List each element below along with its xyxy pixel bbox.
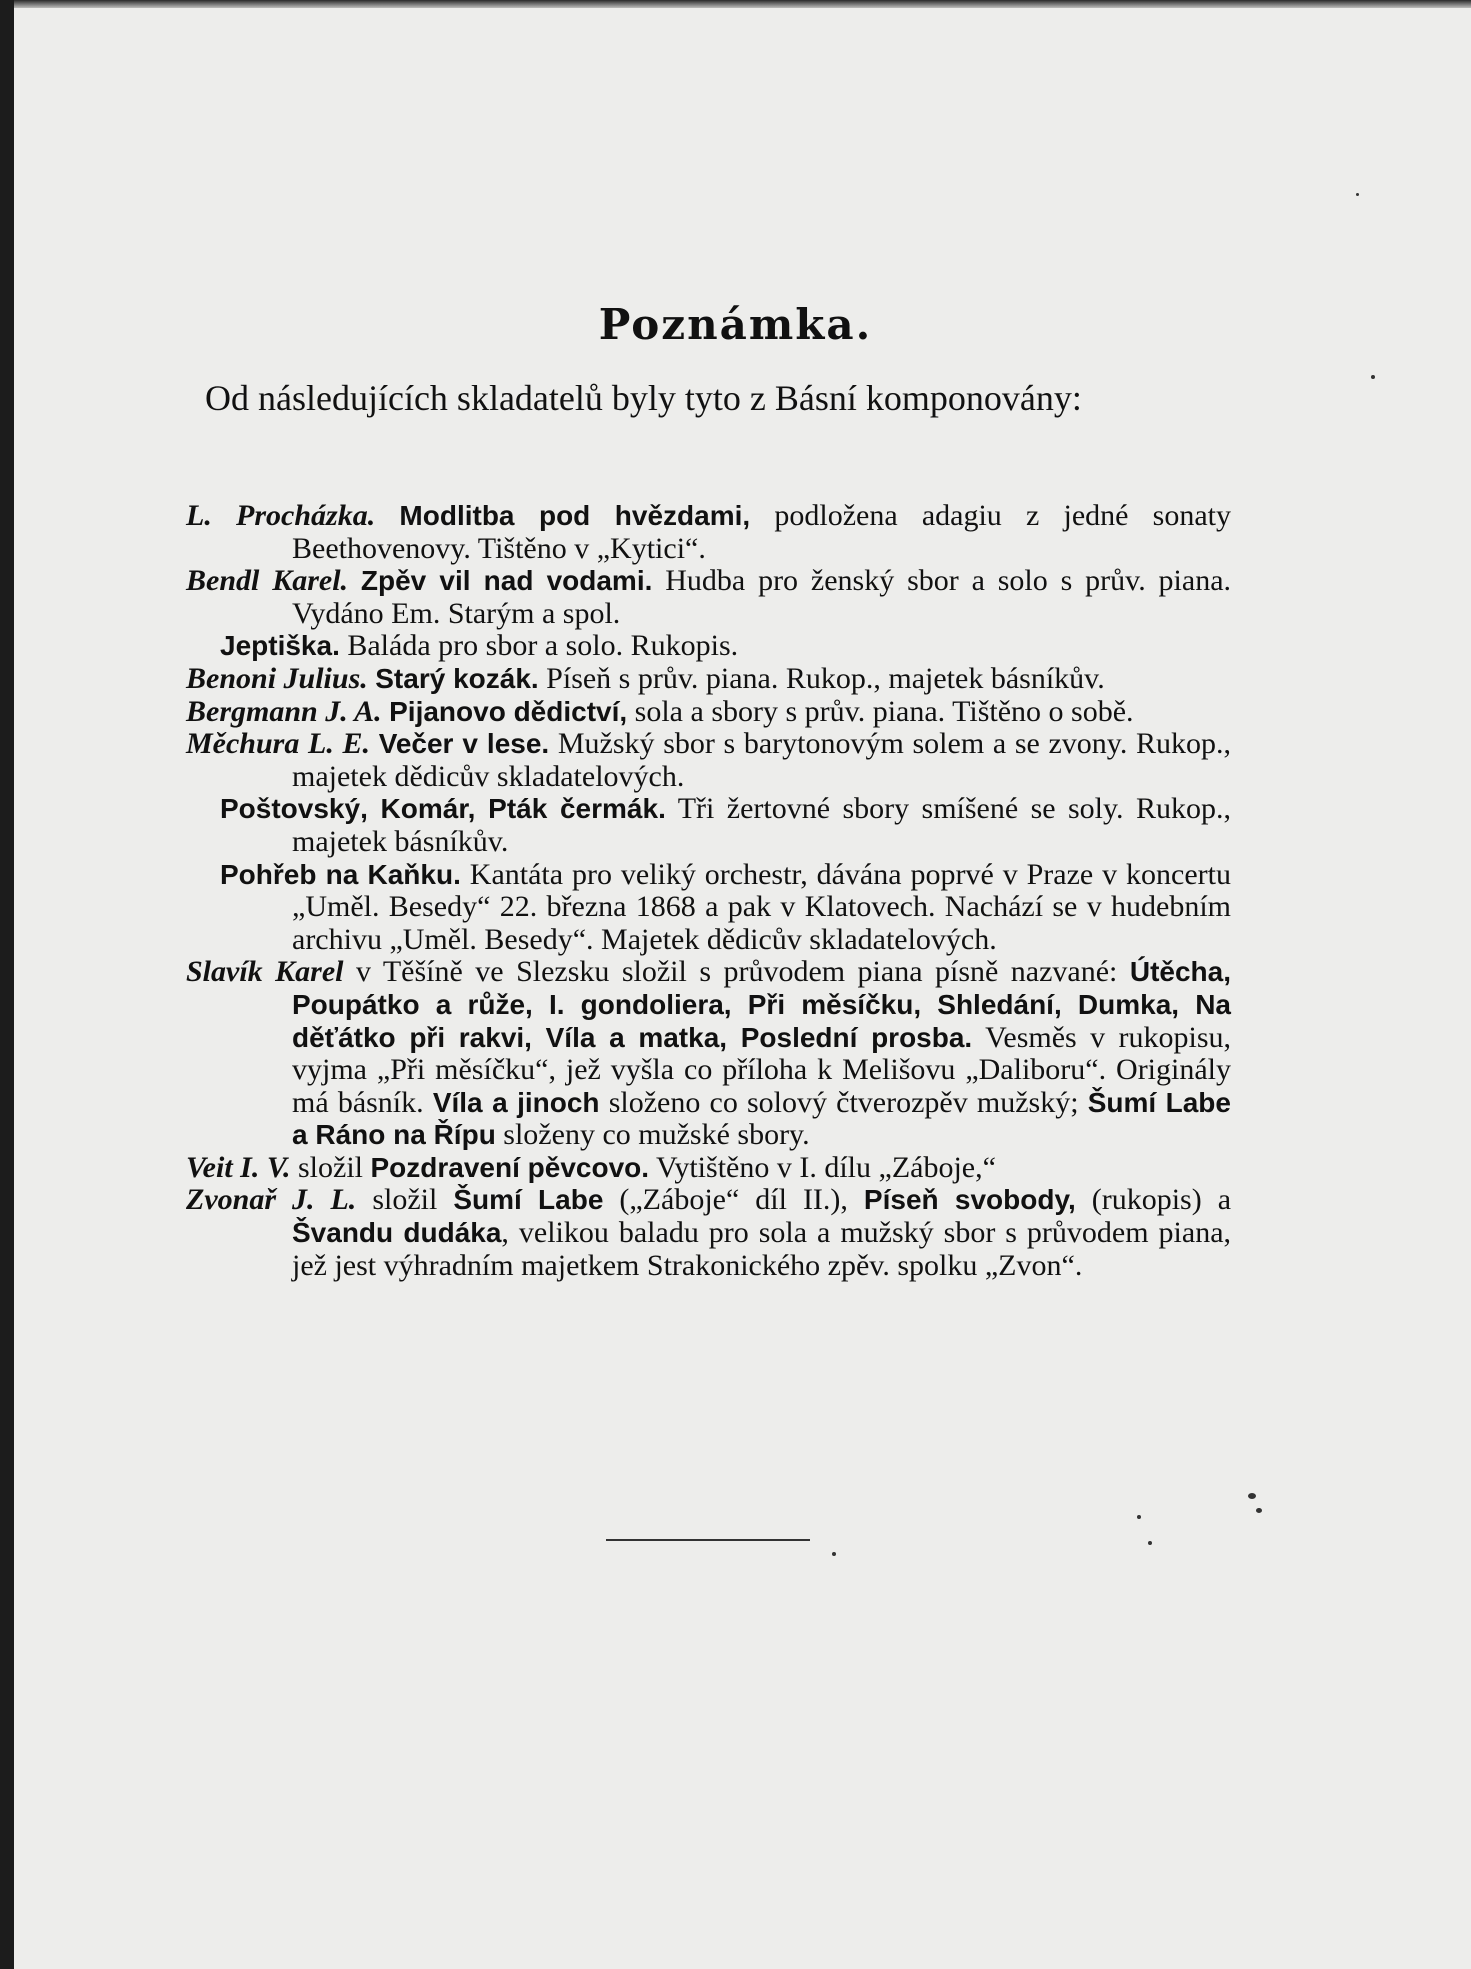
entry-text: Píseň s prův. piana. Rukop., majetek básníkův. <box>546 661 1105 695</box>
entry-text: („Záboje“ díl II.), <box>603 1183 864 1217</box>
entry-work: Modlitba pod hvězdami, <box>399 500 751 531</box>
entry-work: Šumí Labe <box>453 1184 604 1216</box>
entry-work: Pijanovo dědictví, <box>389 695 628 727</box>
list-item <box>186 793 1231 858</box>
entry-work: Pozdravení pěvcovo. <box>370 1151 650 1183</box>
entry-work: Píseň svobody, <box>863 1184 1076 1216</box>
list-item <box>186 663 1231 696</box>
entry-text: (rukopis) a <box>1075 1183 1232 1217</box>
entry-text: , velikou baladu pro sola a mužský sbor s průvodem piana, jež jest výhradním majetkem Strakonického zpěv. spolku „Zvon“. <box>292 1216 1232 1282</box>
list-item <box>186 728 1231 793</box>
entry-body <box>292 1183 1231 1281</box>
entry-text: Vesměs v rukopisu, vyjma „Při měsíčku“, jež vyšla co příloha k Melišovu „Daliboru“. Originály má básník. <box>292 1020 1231 1119</box>
entry-author: Měchura L. E. <box>186 727 371 761</box>
entry-author: Bergmann J. A. <box>186 694 382 728</box>
entry-text: Baláda pro sbor a solo. Rukopis. <box>347 629 739 663</box>
entry-author: Zvonař J. L. <box>186 1183 357 1217</box>
entry-author: L. Procházka. <box>186 499 376 532</box>
list-item <box>186 696 1231 729</box>
list-item <box>186 859 1231 957</box>
entry-work: Útěcha, Poupátko a růže, I. gondoliera, Při měsíčku, Shledání, Dumka, Na děťátko při rakvi, Víla a matka, Poslední prosba. <box>292 956 1231 1053</box>
list-item <box>186 500 1231 565</box>
entry-text: složil <box>372 1183 454 1217</box>
entry-text: Tři žertovné sbory smíšené se soly. Rukop., majetek básníkův. <box>292 792 1231 858</box>
entry-work: Poštovský, Komár, Pták čermák. <box>220 793 666 825</box>
list-item <box>186 1152 1231 1185</box>
entry-author: Veit I. V. <box>186 1150 291 1184</box>
entries-list <box>186 500 1231 1282</box>
entry-text: Mužský sbor s barytonovým solem a se zvony. Rukop., majetek dědicův skladatelových. <box>292 727 1232 793</box>
entry-work: Zpěv vil nad vodami. <box>360 565 653 597</box>
entry-body <box>292 955 1231 1151</box>
entry-text: složeny co mužské sbory. <box>495 1118 810 1152</box>
scan-left-edge <box>0 0 14 1969</box>
entry-text: sola a sbory s prův. piana. Tištěno o sobě. <box>634 694 1134 728</box>
entry-text: Hudba pro ženský sbor a solo s prův. piana. Vydáno Em. Starým a spol. <box>292 564 1232 630</box>
list-item <box>186 630 1231 663</box>
entry-work: Pohřeb na Kaňku. <box>220 858 461 890</box>
entry-work: Šumí Labe a Ráno na Řípu <box>292 1086 1231 1151</box>
entry-author: Slavík Karel <box>186 955 344 989</box>
list-item <box>186 956 1231 1152</box>
scan-speck <box>832 1552 836 1556</box>
closing-rule <box>606 1539 810 1541</box>
entry-work: Starý kozák. <box>375 662 539 694</box>
entry-text: Kantáta pro veliký orchestr, dávána poprvé v Praze v koncertu „Uměl. Besedy“ 22. března 1868 a pak v Klatovech. Nachází se v hudebním archivu „Uměl. Besedy“. Majetek dědicův skladatelových. <box>292 857 1232 956</box>
entry-author: Bendl Karel. <box>186 564 349 598</box>
entry-author: Benoni Julius. <box>186 661 368 695</box>
entry-text: podložena adagiu z jedné sonaty Beethovenovy. Tištěno v „Kytici“. <box>292 499 1232 565</box>
entry-work: Švandu dudáka <box>292 1217 502 1249</box>
list-item <box>186 565 1231 630</box>
scan-speck <box>1148 1541 1152 1545</box>
scan-speck <box>1256 1508 1262 1513</box>
entry-work: Jeptiška. <box>220 630 340 662</box>
entry-text: složeno co solový čtverozpěv mužský; <box>599 1085 1088 1119</box>
scan-speck <box>1356 193 1359 196</box>
scan-top-edge <box>14 0 1471 8</box>
page-title: Poznámka. <box>598 300 873 349</box>
entry-work: Víla a jinoch <box>432 1086 600 1118</box>
entry-text: složil <box>298 1150 371 1184</box>
scan-speck <box>1248 1493 1256 1499</box>
scan-speck <box>1371 375 1375 379</box>
scan-speck <box>1137 1515 1141 1519</box>
entry-text: v Těšíně ve Slezsku složil s průvodem piana písně nazvané: <box>355 955 1130 989</box>
entry-work: Večer v lese. <box>378 728 550 760</box>
entry-text: Vytištěno v I. dílu „Záboje,“ <box>649 1150 996 1184</box>
list-item <box>186 1184 1231 1282</box>
entry-body <box>298 1151 996 1184</box>
intro-paragraph: Od následujících skladatelů byly tyto z Básní komponovány: <box>205 378 1082 418</box>
